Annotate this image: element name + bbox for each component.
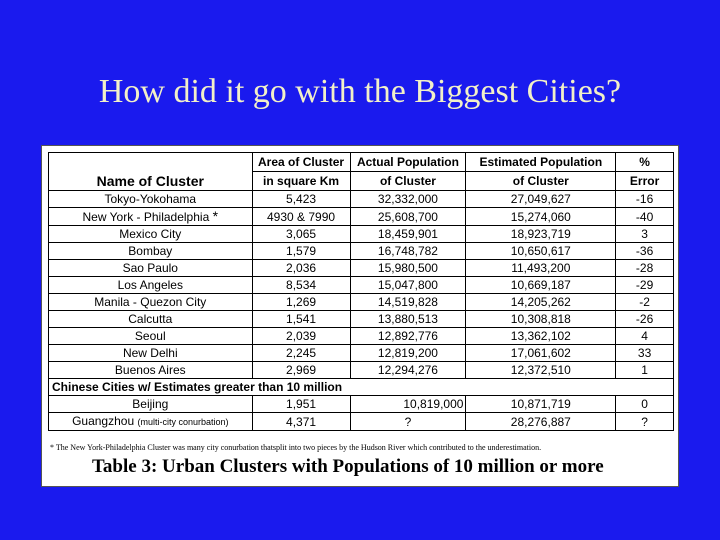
actual-population-cell: 15,047,800 [350, 277, 466, 294]
header-actual-1: Actual Population [350, 153, 466, 172]
header-estimated-2: of Cluster [466, 172, 616, 191]
error-cell: -29 [616, 277, 674, 294]
table-row [49, 191, 674, 208]
estimated-population-cell: 15,274,060 [466, 208, 616, 226]
estimated-population-cell: 18,923,719 [466, 226, 616, 243]
cluster-name-text: Seoul [134, 329, 166, 343]
estimated-population-cell: 10,871,719 [466, 396, 616, 413]
estimated-population-cell: 28,276,887 [466, 413, 616, 431]
table-row [49, 328, 674, 345]
footnote-marker: * [212, 208, 219, 224]
cluster-name-text: New York - Philadelphia [82, 210, 210, 224]
header-actual-2: of Cluster [350, 172, 466, 191]
area-cell: 1,541 [252, 311, 350, 328]
table-row [49, 396, 674, 413]
estimated-population-cell: 13,362,102 [466, 328, 616, 345]
error-cell: 1 [616, 362, 674, 379]
cluster-name [49, 294, 253, 311]
cluster-name [49, 362, 253, 379]
error-cell: -16 [616, 191, 674, 208]
estimated-population-cell: 11,493,200 [466, 260, 616, 277]
cluster-name [49, 243, 253, 260]
header-error-2: Error [616, 172, 674, 191]
estimated-population-cell: 17,061,602 [466, 345, 616, 362]
table-row [49, 294, 674, 311]
error-cell: 4 [616, 328, 674, 345]
section-spacer [466, 379, 674, 396]
cluster-name-text: Los Angeles [117, 278, 183, 292]
cluster-name [49, 345, 253, 362]
actual-population-cell: 13,880,513 [350, 311, 466, 328]
area-cell: 2,969 [252, 362, 350, 379]
area-cell: 8,534 [252, 277, 350, 294]
cluster-name-text: Guangzhou [72, 414, 135, 428]
estimated-population-cell: 14,205,262 [466, 294, 616, 311]
area-cell: 1,951 [252, 396, 350, 413]
actual-population-cell: 16,748,782 [350, 243, 466, 260]
error-cell: 0 [616, 396, 674, 413]
cluster-name-text: New Delhi [122, 346, 178, 360]
error-cell: -26 [616, 311, 674, 328]
cluster-name-text: Sao Paulo [122, 261, 178, 275]
cluster-name [49, 260, 253, 277]
header-estimated-1: Estimated Population [466, 153, 616, 172]
actual-population-cell: 12,892,776 [350, 328, 466, 345]
table-row [49, 345, 674, 362]
table-row [49, 413, 674, 431]
area-cell: 5,423 [252, 191, 350, 208]
area-cell: 2,036 [252, 260, 350, 277]
slide-title: How did it go with the Biggest Cities? [98, 73, 622, 110]
table-row [49, 277, 674, 294]
cluster-name [49, 311, 253, 328]
estimated-population-cell: 10,650,617 [466, 243, 616, 260]
table-body [49, 153, 674, 431]
header-area-1: Area of Cluster [252, 153, 350, 172]
section-header-row [49, 379, 674, 396]
table-row [49, 243, 674, 260]
actual-population-cell: 12,819,200 [350, 345, 466, 362]
actual-population-cell: 25,608,700 [350, 208, 466, 226]
area-cell: 2,245 [252, 345, 350, 362]
estimated-population-cell: 27,049,627 [466, 191, 616, 208]
cluster-name [49, 277, 253, 294]
error-cell: -2 [616, 294, 674, 311]
area-cell: 4930 & 7990 [252, 208, 350, 226]
table-panel [41, 145, 679, 487]
actual-population-cell: 15,980,500 [350, 260, 466, 277]
estimated-population-cell: 10,669,187 [466, 277, 616, 294]
cluster-name-text: Beijing [132, 397, 169, 411]
area-cell: 2,039 [252, 328, 350, 345]
error-cell: 33 [616, 345, 674, 362]
table-row [49, 208, 674, 226]
estimated-population-cell: 12,372,510 [466, 362, 616, 379]
actual-population-cell: 32,332,000 [350, 191, 466, 208]
cluster-name-text: Mexico City [119, 227, 182, 241]
actual-population-cell: 14,519,828 [350, 294, 466, 311]
cluster-name-text: Tokyo-Yokohama [104, 192, 197, 206]
area-cell: 4,371 [252, 413, 350, 431]
table-row [49, 362, 674, 379]
estimated-population-cell: 10,308,818 [466, 311, 616, 328]
cluster-name [49, 413, 253, 431]
error-cell: 3 [616, 226, 674, 243]
header-area-2: in square Km [252, 172, 350, 191]
header-row-2 [49, 172, 674, 191]
cluster-name [49, 226, 253, 243]
header-name: Name of Cluster [49, 172, 253, 191]
cluster-name [49, 208, 253, 226]
error-cell: -40 [616, 208, 674, 226]
table-row [49, 226, 674, 243]
header-name-top [49, 153, 253, 172]
actual-population-cell: 18,459,901 [350, 226, 466, 243]
actual-population-cell: 12,294,276 [350, 362, 466, 379]
header-error-1: % [616, 153, 674, 172]
cluster-note: (multi-city conurbation) [137, 417, 229, 427]
error-cell: -36 [616, 243, 674, 260]
cluster-name-text: Calcutta [128, 312, 173, 326]
cluster-name-text: Manila - Quezon City [94, 295, 207, 309]
urban-clusters-table [48, 152, 674, 431]
section-label: Chinese Cities w/ Estimates greater than 10 million [49, 379, 466, 396]
actual-population-cell: 10,819,000 [350, 396, 466, 413]
table-row [49, 260, 674, 277]
table-row [49, 311, 674, 328]
area-cell: 1,269 [252, 294, 350, 311]
area-cell: 1,579 [252, 243, 350, 260]
cluster-name [49, 191, 253, 208]
cluster-name-text: Buenos Aires [114, 363, 186, 377]
footnote: * The New York-Philadelphia Cluster was many city conurbation thatsplit into two pieces by the Hudson River which contributed to the underestimation. [50, 443, 542, 452]
table-caption: Table 3: Urban Clusters with Populations of 10 million or more [92, 456, 604, 477]
area-cell: 3,065 [252, 226, 350, 243]
error-cell: ? [616, 413, 674, 431]
cluster-name [49, 328, 253, 345]
actual-population-cell: ? [350, 413, 466, 431]
cluster-name [49, 396, 253, 413]
header-row-1 [49, 153, 674, 172]
cluster-name-text: Bombay [128, 244, 173, 258]
error-cell: -28 [616, 260, 674, 277]
